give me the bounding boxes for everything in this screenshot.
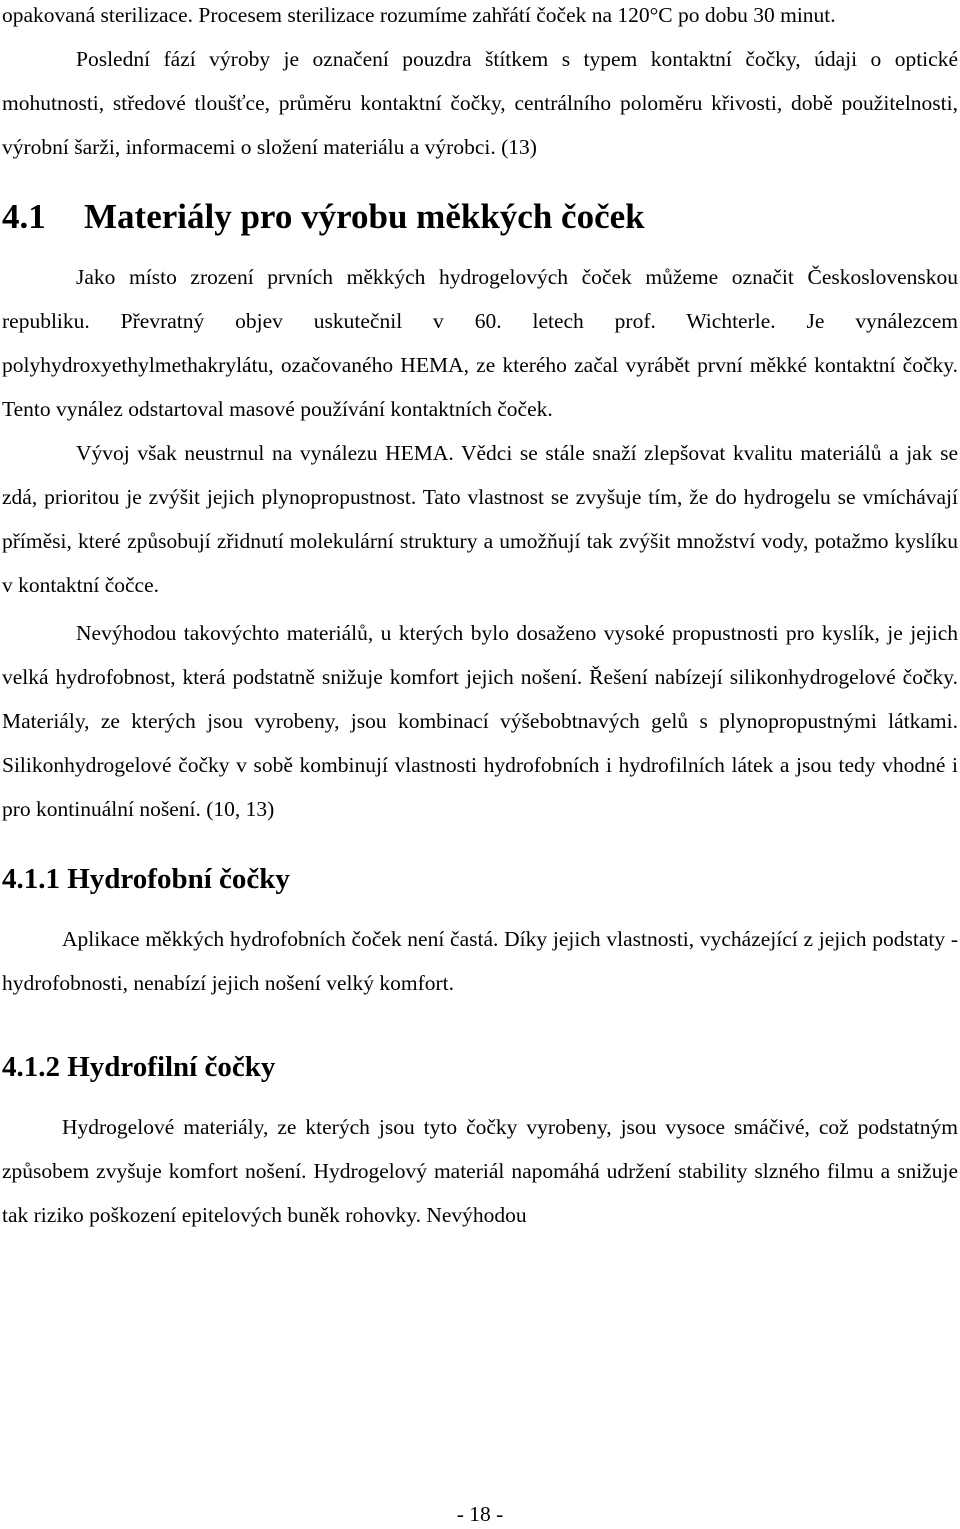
page-number: - 18 - bbox=[456, 1502, 504, 1526]
paragraph-hema-development: Vývoj však neustrnul na vynálezu HEMA. Vědci se stále snaží zlepšovat kvalitu materiálů a jak se zdá, prioritou je zvýšit jejich plynopropustnost. Tato vlastnost se zvyšuje tím, že do hydrogelu se vmíchávají příměsi, které způsobují zřidnutí molekulární struktury a umožňují tak zvýšit množství vody, potažmo kyslíku v kontaktní čočce. bbox=[2, 441, 958, 597]
paragraph-sterilization: opakovaná sterilizace. Procesem sterilizace rozumíme zahřátí čoček na 120°C po dobu 30 minut. bbox=[2, 3, 836, 27]
document-page bbox=[2, 0, 958, 1237]
paragraph-wichterle: Jako místo zrození prvních měkkých hydrogelových čoček můžeme označit Československou republiku. Převratný objev uskutečnil v 60. letech prof. Wichterle. Je vynálezcem polyhydroxyethylmethakrylátu, ozačovaného HEMA, ze kterého začal vyrábět první měkké kontaktní čočky. Tento vynález odstartoval masové používání kontaktních čoček. bbox=[2, 265, 958, 421]
paragraph-hydrophobic: Aplikace měkkých hydrofobních čoček není častá. Díky jejich vlastnosti, vycházející z jejich podstaty - hydrofobnosti, nenabízí jejich nošení velký komfort. bbox=[2, 927, 958, 995]
paragraph-labeling: Poslední fází výroby je označení pouzdra štítkem s typem kontaktní čočky, údaji o optické mohutnosti, středové tloušťce, průměru kontaktní čočky, centrálního poloměru křivosti, době použitelnosti, výrobní šarži, informacemi o složení materiálu a výrobci. (13) bbox=[2, 47, 958, 159]
section-heading-4-1 bbox=[2, 195, 958, 239]
paragraph-hydrophilic: Hydrogelové materiály, ze kterých jsou tyto čočky vyrobeny, jsou vysoce smáčivé, což podstatným způsobem zvyšuje komfort nošení. Hydrogelový materiál napomáhá udržení stability slzného filmu a snižuje tak riziko poškození epitelových buněk rohovky. Nevýhodou bbox=[2, 1115, 958, 1227]
section-number: 4.1 bbox=[2, 197, 46, 236]
paragraph-silicone-hydrogel: Nevýhodou takovýchto materiálů, u kterých bylo dosaženo vysoké propustnosti pro kyslík, je jejich velká hydrofobnost, která podstatně snižuje komfort jejich nošení. Řešení nabízejí silikonhydrogelové čočky. Materiály, ze kterých jsou vyrobeny, jsou kombinací výšebobtnavých gelů s plynopropustnými látkami. Silikonhydrogelové čočky v sobě kombinují vlastnosti hydrofobních i hydrofilních látek a jsou tedy vhodné i pro kontinuální nošení. (10, 13) bbox=[2, 621, 958, 821]
section-title: Materiály pro výrobu měkkých čoček bbox=[84, 197, 645, 236]
section-heading-4-1-2: 4.1.2 Hydrofilní čočky bbox=[2, 1051, 276, 1083]
section-heading-4-1-1: 4.1.1 Hydrofobní čočky bbox=[2, 863, 290, 895]
